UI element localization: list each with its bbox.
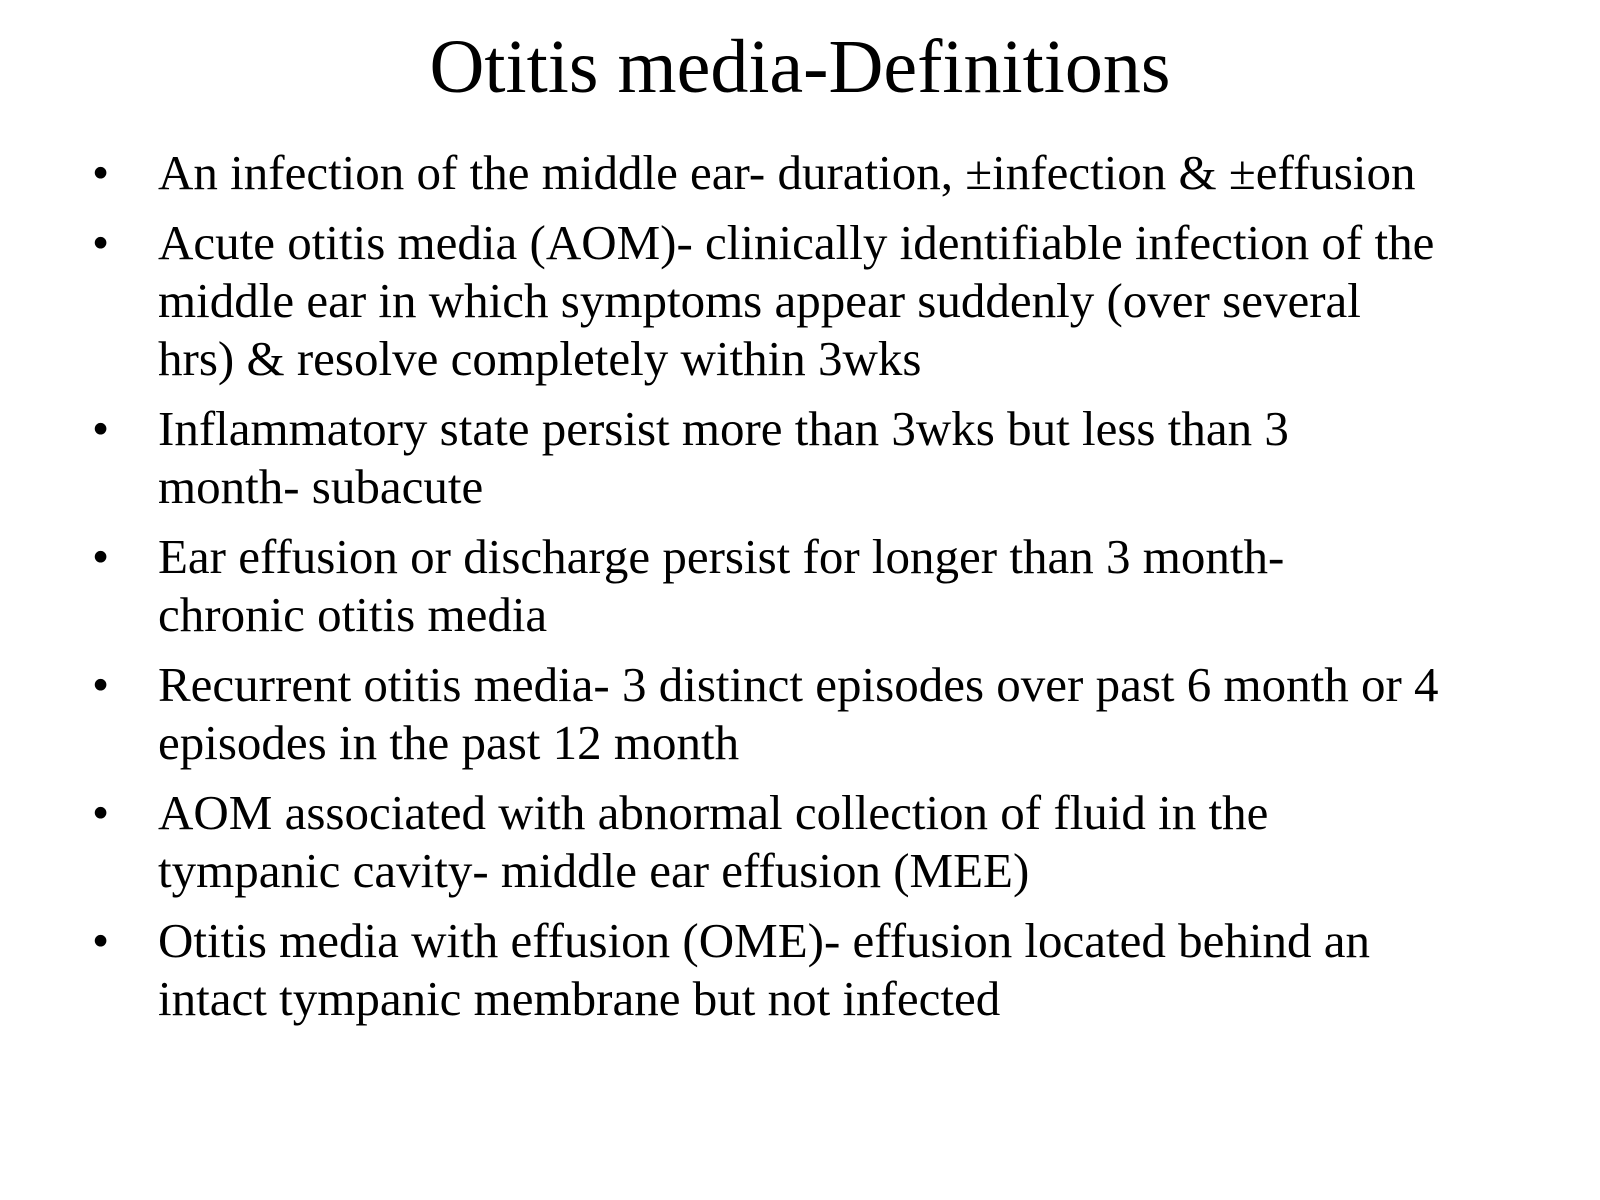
list-item-text <box>158 400 1552 516</box>
list-item-text <box>158 528 1552 644</box>
slide-title: Otitis media-Definitions <box>429 25 1171 109</box>
list-item-line: Ear effusion or discharge persist for longer than 3 month- <box>158 529 1285 584</box>
list-item-line: An infection of the middle ear- duration, ±infection & ±effusion <box>158 145 1416 200</box>
list-item-line: Acute otitis media (AOM)- clinically identifiable infection of the <box>158 215 1435 270</box>
list-item <box>92 912 1552 1028</box>
bullet-icon: • <box>92 401 110 456</box>
list-item <box>92 400 1552 516</box>
bullet-icon: • <box>92 215 110 270</box>
bullet-icon: • <box>92 657 110 712</box>
bullet-icon: • <box>92 145 110 200</box>
list-item-text <box>158 656 1552 772</box>
list-item-line: middle ear in which symptoms appear suddenly (over several <box>158 273 1361 328</box>
list-item-text <box>158 214 1552 388</box>
list-item <box>92 144 1552 202</box>
list-item-line: intact tympanic membrane but not infected <box>158 971 1001 1026</box>
list-item <box>92 656 1552 772</box>
list-item <box>92 528 1552 644</box>
list-item-line: Otitis media with effusion (OME)- effusion located behind an <box>158 913 1371 968</box>
list-item-text <box>158 144 1552 202</box>
list-item-line: hrs) & resolve completely within 3wks <box>158 331 922 386</box>
list-item-text <box>158 912 1552 1028</box>
list-item <box>92 784 1552 900</box>
list-item-line: chronic otitis media <box>158 587 548 642</box>
bullet-icon: • <box>92 785 110 840</box>
list-item-line: Recurrent otitis media- 3 distinct episodes over past 6 month or 4 <box>158 657 1439 712</box>
list-item-line: tympanic cavity- middle ear effusion (MEE) <box>158 843 1030 898</box>
list-item-line: Inflammatory state persist more than 3wks but less than 3 <box>158 401 1289 456</box>
list-item <box>92 214 1552 388</box>
list-item-line: episodes in the past 12 month <box>158 715 740 770</box>
bullet-icon: • <box>92 529 110 584</box>
bullet-icon: • <box>92 913 110 968</box>
list-item-text <box>158 784 1552 900</box>
definitions-list <box>92 144 1552 1040</box>
list-item-line: month- subacute <box>158 459 484 514</box>
list-item-line: AOM associated with abnormal collection of fluid in the <box>158 785 1269 840</box>
